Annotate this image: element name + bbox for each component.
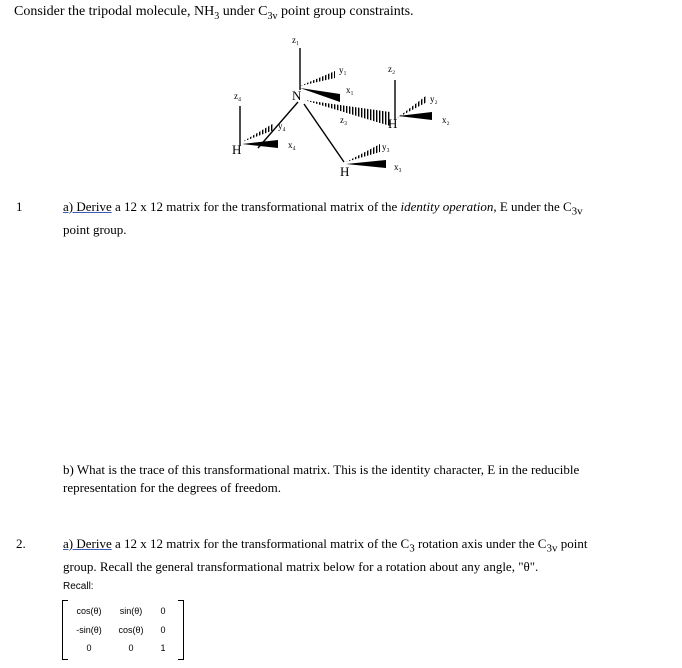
q1a-italic: identity operation xyxy=(400,199,494,214)
matrix-cell: sin(θ) xyxy=(119,606,143,616)
title-prefix: Consider the tripodal molecule, NH xyxy=(14,4,215,19)
h1-x-wedge xyxy=(242,140,278,148)
question-1b xyxy=(63,461,673,497)
label-z2: z₂ xyxy=(388,64,396,74)
q2a-sub1: 3 xyxy=(409,542,415,555)
atom-h3: H xyxy=(340,164,350,179)
q1a-text1: a 12 x 12 matrix for the transformational matrix of the xyxy=(111,199,401,214)
q2a-text3: point xyxy=(557,536,588,551)
n-x-wedge xyxy=(300,88,340,102)
h3-y-bond xyxy=(346,144,380,162)
question-1a xyxy=(63,198,663,239)
n-y-bond xyxy=(300,71,335,86)
label-y2: y₂ xyxy=(430,94,438,104)
bond-n-h3 xyxy=(304,104,344,162)
title-suffix: point group constraints. xyxy=(277,4,414,19)
label-x3: x₃ xyxy=(394,162,402,172)
label-x2: x₂ xyxy=(442,115,450,125)
label-x1: x₁ xyxy=(346,85,354,95)
q2a-derive: a) Derive xyxy=(63,536,112,551)
h3-x-wedge xyxy=(346,160,386,168)
q1a-text2: , E under the C xyxy=(493,199,572,214)
matrix-cell: 0 xyxy=(128,643,134,653)
question-2-number: 2. xyxy=(16,536,26,551)
label-z3: z₃ xyxy=(340,115,348,125)
label-x4: x₄ xyxy=(288,140,296,150)
title-mid: under C xyxy=(219,4,268,19)
recall-label: Recall: xyxy=(63,581,94,592)
atom-n: N xyxy=(292,88,302,103)
label-z4: z₄ xyxy=(234,91,242,101)
matrix-cell: 0 xyxy=(86,643,92,653)
label-z1: z₁ xyxy=(292,35,300,45)
matrix-cell: cos(θ) xyxy=(76,606,102,616)
matrix-cell: -sin(θ) xyxy=(76,625,102,635)
label-y1: y₁ xyxy=(339,65,347,75)
q1a-sub: 3v xyxy=(571,205,583,218)
h2-x-wedge xyxy=(398,112,432,120)
q2a-text1: a 12 x 12 matrix for the transformational matrix of the C xyxy=(111,536,410,551)
matrix-cell: 1 xyxy=(160,643,166,653)
q1b-line1: b) What is the trace of this transformational matrix. This is the identity character, E in the reducible xyxy=(63,462,580,477)
rotation-matrix xyxy=(62,600,184,660)
h1-y-bond xyxy=(242,123,274,142)
matrix-cell: 0 xyxy=(160,625,166,635)
atom-h2: H xyxy=(388,116,398,131)
matrix-cell: 0 xyxy=(160,606,166,616)
problem-title xyxy=(14,4,414,22)
matrix-cell: cos(θ) xyxy=(118,625,144,635)
q2a-text2: rotation axis under the C xyxy=(414,536,547,551)
matrix-right-bracket xyxy=(178,600,184,660)
title-sub2: 3v xyxy=(267,10,278,22)
q1b-line2: representation for the degrees of freedom. xyxy=(63,480,282,495)
q2a-line2: group. Recall the general transformational matrix below for a rotation about any angle, "θ". xyxy=(63,558,539,574)
molecule-diagram xyxy=(220,30,460,180)
q1a-text3: point group. xyxy=(63,221,127,237)
label-y4: y₄ xyxy=(278,121,286,131)
q1a-derive: a) Derive xyxy=(63,199,112,214)
label-y3: y₃ xyxy=(382,142,390,152)
title-sub: 3 xyxy=(214,10,220,22)
question-1-number: 1 xyxy=(16,199,23,214)
atom-h1: H xyxy=(232,142,242,157)
question-2a xyxy=(63,535,673,576)
q2a-sub2: 3v xyxy=(546,542,558,555)
